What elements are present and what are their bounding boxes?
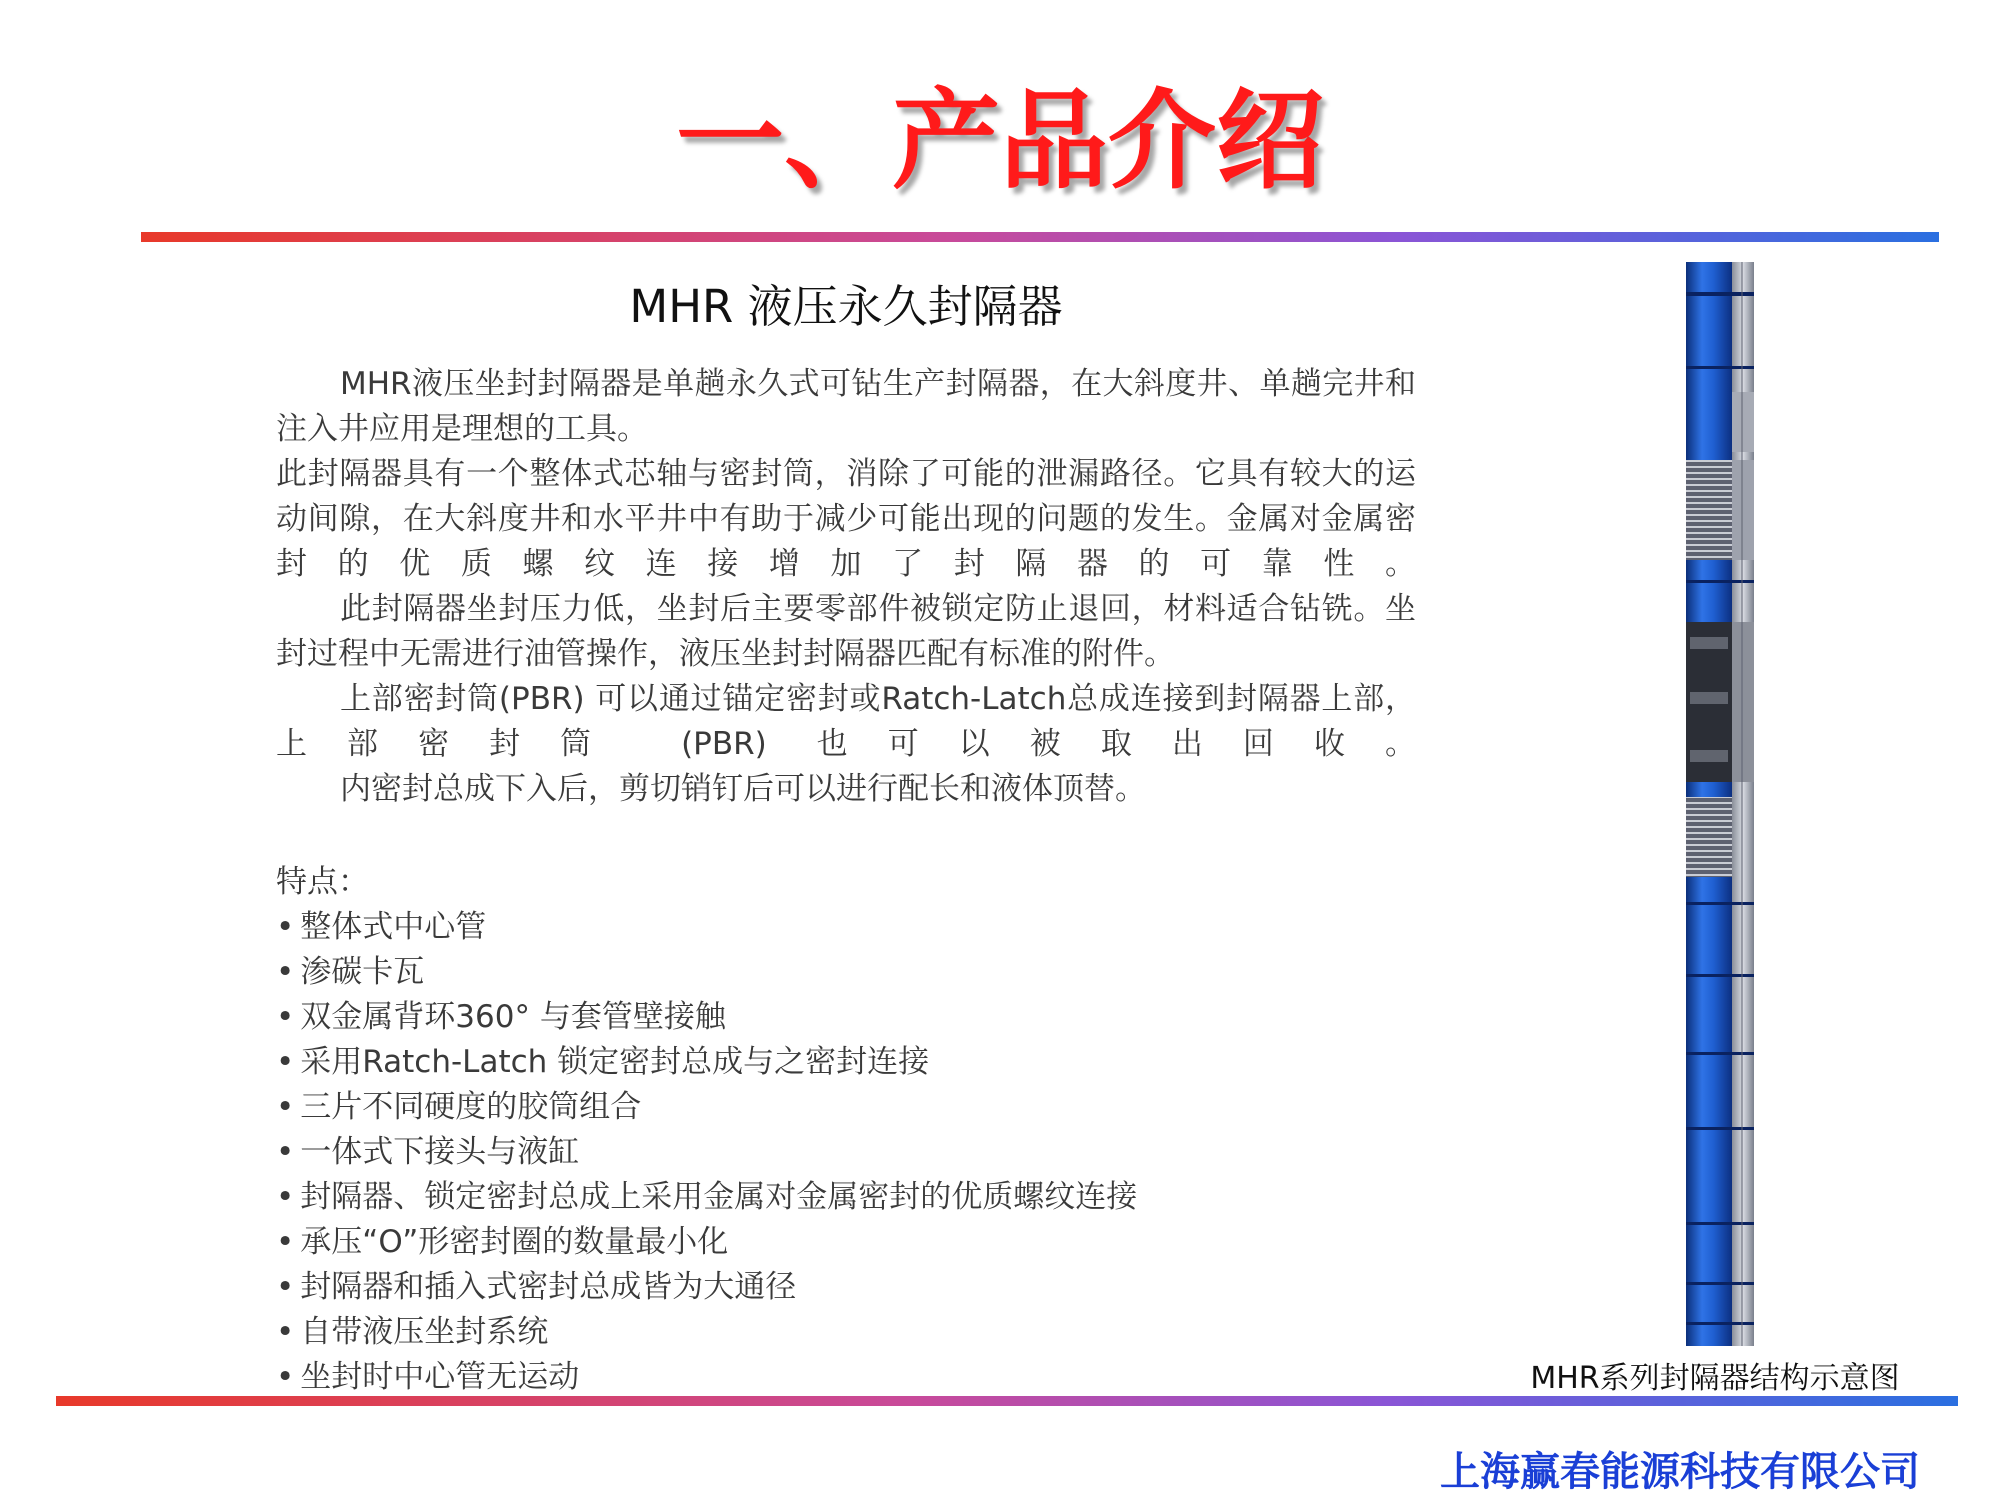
packer-tool-diagram (1686, 262, 1754, 1346)
features-title: 特点： (276, 864, 369, 900)
feature-item: • 自带液压坐封系统 (276, 1310, 1137, 1355)
description-paragraph-2: 此封隔器具有一个整体式芯轴与密封筒，消除了可能的泄漏路径。它具有较大的运动间隙，在大斜度井和水平井中有助于减少可能出现的问题的发生。金属对金属密封的优质螺纹连接增加了封隔器的可靠性。 (276, 456, 1416, 582)
feature-list (276, 905, 1137, 1400)
top-divider (141, 232, 1939, 242)
bottom-divider (56, 1396, 1958, 1406)
company-name: 上海赢春能源科技有限公司 (1440, 1449, 1920, 1495)
feature-item: • 双金属背环360° 与套管壁接触 (276, 995, 1137, 1040)
description-paragraph-3: 此封隔器坐封压力低，坐封后主要零部件被锁定防止退回，材料适合钻铣。坐封过程中无需进行油管操作，液压坐封封隔器匹配有标准的附件。 (276, 591, 1416, 672)
feature-item: • 承压“O”形密封圈的数量最小化 (276, 1220, 1137, 1265)
figure-caption: MHR系列封隔器结构示意图 (1530, 1361, 1900, 1396)
description-paragraph-4: 上部密封筒(PBR) 可以通过锚定密封或Ratch-Latch总成连接到封隔器上部， 上部密封筒 (PBR) 也可以被取出回收。 (276, 681, 1416, 762)
feature-item: • 渗碳卡瓦 (276, 950, 1137, 995)
feature-item: • 一体式下接头与液缸 (276, 1130, 1137, 1175)
slide-title: 一、产品介绍 (675, 79, 1324, 204)
feature-item: • 坐封时中心管无运动 (276, 1355, 1137, 1400)
feature-item: • 封隔器、锁定密封总成上采用金属对金属密封的优质螺纹连接 (276, 1175, 1137, 1220)
feature-item: • 三片不同硬度的胶筒组合 (276, 1085, 1137, 1130)
feature-item: • 封隔器和插入式密封总成皆为大通径 (276, 1265, 1137, 1310)
description-paragraph-5: 内密封总成下入后，剪切销钉后可以进行配长和液体顶替。 (340, 771, 1146, 807)
product-description (276, 362, 1416, 812)
description-paragraph-1: MHR液压坐封封隔器是单趟永久式可钻生产封隔器，在大斜度井、单趟完井和注入井应用是理想的工具。 (276, 366, 1416, 447)
feature-item: • 整体式中心管 (276, 905, 1137, 950)
product-heading: MHR 液压永久封隔器 (629, 280, 1063, 333)
feature-item: • 采用Ratch-Latch 锁定密封总成与之密封连接 (276, 1040, 1137, 1085)
